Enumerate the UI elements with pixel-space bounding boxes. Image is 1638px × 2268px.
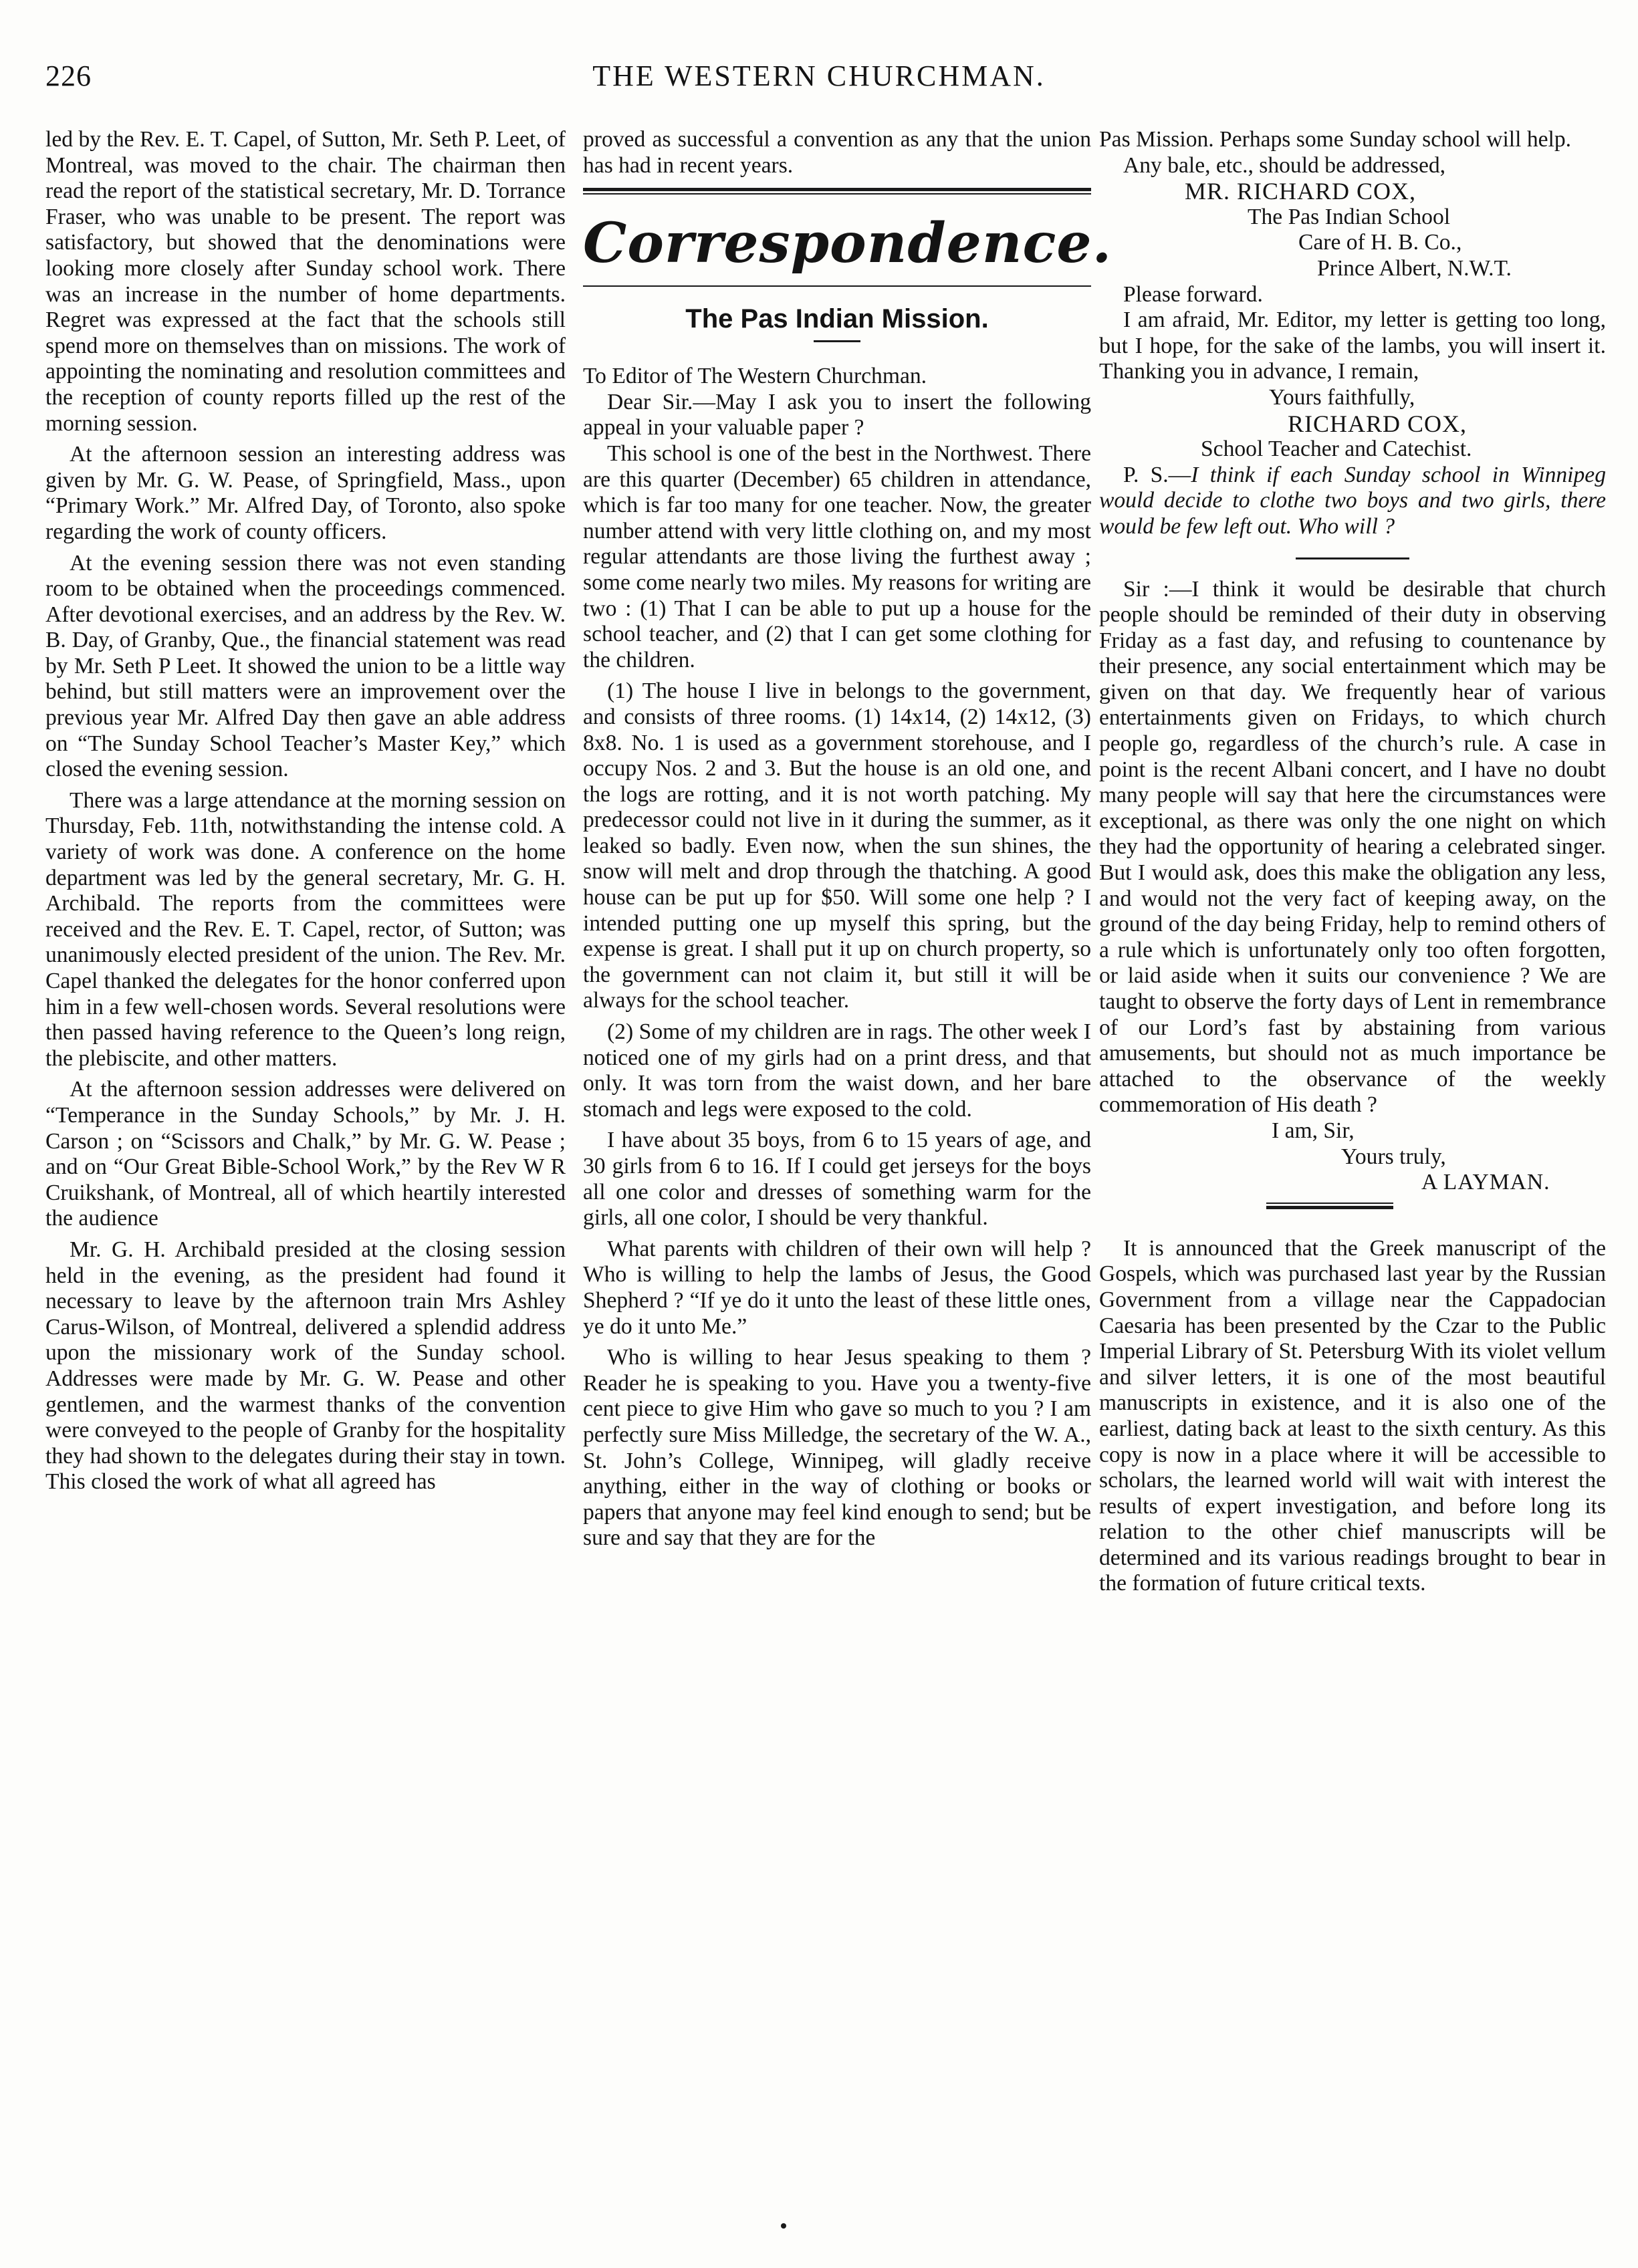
postscript-text: I think if each Sunday school in Winnipeg would decide to clothe two boys and two girls, there would be few left out. Who will ? xyxy=(1099,462,1606,539)
letter-paragraph: What parents with children of their own will help ? Who is willing to help the lambs of Jesus, the Good Shepherd ? “If ye do it unto the least of these little ones, ye do it unto Me.” xyxy=(583,1236,1091,1339)
convention-paragraph: At the evening session there was not even standing room to be obtained when the proceedings commenced. After devotional exercises, and an address by the Rev. W. B. Day, of Granby, Que., the financial statement was read by Mr. Seth P Leet. It showed the union to be a little way behind, but still matters were an improvement over the previous year Mr. Alfred Day then gave an able address on “The Sunday School Teacher’s Master Key,” which closed the evening session. xyxy=(45,550,566,782)
friday-letter: Sir :—I think it would be desirable that church people should be reminded of their duty in observing Friday as a fast day, and refusing to countenance by their presence, any social entertainment which may be given on that day. We frequently hear of various entertainments given on Fridays, to which church people go, regardless of the church’s rule. A case in point is the recent Albani concert, and I have no doubt many people will say that here the circumstances were exceptional, as there was only the one night on which they had the opportunity of hearing a celebrated singer. But I would ask, does this make the obligation any less, and would not the very fact of keeping away, on the ground of the day being Friday, help to remind others of a rule which is unfortunately only too often forgotten, or laid aside when it suits our convenience ? We are taught to observe the forty days of Lent in remembrance of our Lord’s fast by abstaining from various amusements, but should not as much importance be attached to the observance of the weekly commemoration of His death ? xyxy=(1099,576,1606,1118)
letter-paragraph: This school is one of the best in the Northwest. There are this quarter (December) 65 children in attendance, which is far too many for one teacher. Now, the greater number attend with very little clothing on, and my most regular attendants are those living the furthest away ; some come nearly two miles. My reasons for writing are two : (1) That I can be able to put up a house for the school teacher, and (2) that I can get some clothing for the children. xyxy=(583,440,1091,672)
section-rule xyxy=(583,193,1091,195)
section-rule xyxy=(583,285,1091,287)
signature-title: School Teacher and Catechist. xyxy=(1201,436,1472,462)
heading-dash xyxy=(814,340,860,342)
column-left xyxy=(45,127,566,1495)
postscript-label: P. S.— xyxy=(1123,462,1191,487)
print-speck xyxy=(781,2223,786,2229)
column-middle xyxy=(583,127,1113,1551)
convention-conclusion: proved as successful a convention as any that the union has had in recent years. xyxy=(583,127,1091,178)
letter-paragraph: (1) The house I live in belongs to the government, and consists of three rooms. (1) 14x14, (2) 14x12, (3) 8x8. No. 1 is used as a government storehouse, and I occupy Nos. 2 and 3. But the house is an old one, and the logs are rotting, and it is not worth patching. My predecessor could not live in it during the summer, as it leaked so badly. Even now, when the sun shines, the snow will melt and drop through the thatching. A good house can be put up for $50. Will some one help ? I intended putting one up myself this spring, but the expense is great. I shall put it up on church property, so the government can not claim it, but still it will be always for the school teacher. xyxy=(583,678,1091,1013)
article-heading: The Pas Indian Mission. xyxy=(685,304,989,334)
letter-paragraph: Who is willing to hear Jesus speaking to them ? Reader he is speaking to you. Have you a twenty-five cent piece to give Him who gave so much to you ? I am perfectly sure Miss Milledge, the secretary of the W. A., St. John’s College, Winnipeg, will gladly receive anything, either in the way of clothing or books or papers that anyone may feel kind enough to send; but be sure and say that they are for the xyxy=(583,1345,1091,1551)
address-line: MR. RICHARD COX, xyxy=(1185,178,1417,205)
address-line: Prince Albert, N.W.T. xyxy=(1317,255,1512,281)
letter-salutation: To Editor of The Western Churchman. xyxy=(583,364,927,389)
running-title: THE WESTERN CHURCHMAN. xyxy=(592,59,1046,92)
page-header xyxy=(40,59,1598,106)
convention-paragraph: There was a large attendance at the morning session on Thursday, Feb. 11th, notwithstanding the intense cold. A variety of work was done. A conference on the home department was led by the general secretary, Mr. G. H. Archibald. The reports from the committees were received and the Rev. E. T. Capel, rector, of Sutton; was unanimously elected president of the union. The Rev. Mr. Capel thanked the delegates for the honor conferred upon him in a few well-chosen words. Several resolutions were then passed having reference to the Queen’s long reign, the plebiscite, and other matters. xyxy=(45,787,566,1071)
letter-paragraph: Dear Sir.—May I ask you to insert the following appeal in your valuable paper ? xyxy=(583,389,1091,440)
section-rule xyxy=(583,188,1091,191)
bale-instruction: Any bale, etc., should be addressed, xyxy=(1123,152,1446,178)
please-forward: Please forward. xyxy=(1123,281,1263,307)
closing-signature: A LAYMAN. xyxy=(1421,1170,1550,1195)
convention-paragraph: led by the Rev. E. T. Capel, of Sutton, Mr. Seth P. Leet, of Montreal, was moved to the chair. The chairman then read the report of the statistical secretary, Mr. D. Torrance Fraser, who was unable to be present. The report was satisfactory, but showed that the denominations were looking more closely after Sunday school work. There was an increase in the number of home departments. Regret was expressed at the fact that the schools still spend more on themselves than on missions. The work of appointing the nominating and resolution committees and the reception of county reports filled up the rest of the morning session. xyxy=(45,127,566,436)
convention-paragraph: At the afternoon session an interesting address was given by Mr. G. W. Pease, of Springfield, Mass., upon “Primary Work.” Mr. Alfred Day, of Toronto, also spoke regarding the work of county officers. xyxy=(45,442,566,544)
postscript xyxy=(1099,463,1606,540)
page-number: 226 xyxy=(45,59,92,92)
convention-paragraph: Mr. G. H. Archibald presided at the closing session held in the evening, as the president had found it necessary to leave by the afternoon train Mrs Ashley Carus-Wilson, of Montreal, delivered a splendid address upon the missionary work of the Sunday school. Addresses were made by Mr. G. W. Pease and other gentlemen, and the warmest thanks of the convention were conveyed to the people of Granby for the hospitality they had shown to the delegates during their stay in town. This closed the work of what all agreed has xyxy=(45,1237,566,1495)
greek-manuscript-item: It is announced that the Greek manuscript of the Gospels, which was purchased last year by the Russian Government from a village near the Cappadocian Caesaria has been presented by the Czar to the Public Imperial Library of St. Petersburg With its violet vellum and silver letters, it is one of the most beautiful manuscripts in existence, and it is also one of the earliest, dating back at least to the sixth century. As this copy is now in a place where it will be accessible to scholars, the learned world will wait with interest the results of expert investigation, and before long its relation to the other chief manuscripts will be determined and its various readings brought to bear in the formation of future critical texts. xyxy=(1099,1235,1606,1596)
closing-line: Yours truly, xyxy=(1341,1144,1446,1169)
correspondence-masthead: Correspondence. xyxy=(583,211,1113,276)
address-line: Care of H. B. Co., xyxy=(1298,230,1462,255)
column-right xyxy=(1099,127,1606,1597)
letter-paragraph: I am afraid, Mr. Editor, my letter is getting too long, but I hope, for the sake of the lambs, you will insert it. Thanking you in advance, I remain, xyxy=(1099,307,1606,384)
convention-paragraph: At the afternoon session addresses were delivered on “Temperance in the Sunday Schools,” by Mr. J. H. Carson ; on “Scissors and Chalk,” by Mr. G. W. Pease ; and on “Our Great Bible-School Work,” by the Rev W R Cruikshank, of Montreal, all of which heartily interested the audience xyxy=(45,1077,566,1231)
signature-name: RICHARD COX, xyxy=(1288,410,1468,437)
letter-paragraph: (2) Some of my children are in rags. The other week I noticed one of my girls had on a print dress, and that only. It was torn from the waist down, and her bare stomach and legs were exposed to the cold. xyxy=(583,1019,1091,1122)
letter-paragraph: I have about 35 boys, from 6 to 15 years of age, and 30 girls from 6 to 16. If I could get jerseys for the boys all one color and dresses of something warm for the girls, all one color, I should be very thankful. xyxy=(583,1128,1091,1231)
letter-continuation: Pas Mission. Perhaps some Sunday school will help. xyxy=(1099,127,1572,152)
section-divider xyxy=(1266,1203,1393,1209)
signature-line: Yours faithfully, xyxy=(1269,384,1415,410)
address-line: The Pas Indian School xyxy=(1248,204,1451,229)
section-divider xyxy=(1296,557,1409,559)
closing-line: I am, Sir, xyxy=(1272,1118,1355,1143)
